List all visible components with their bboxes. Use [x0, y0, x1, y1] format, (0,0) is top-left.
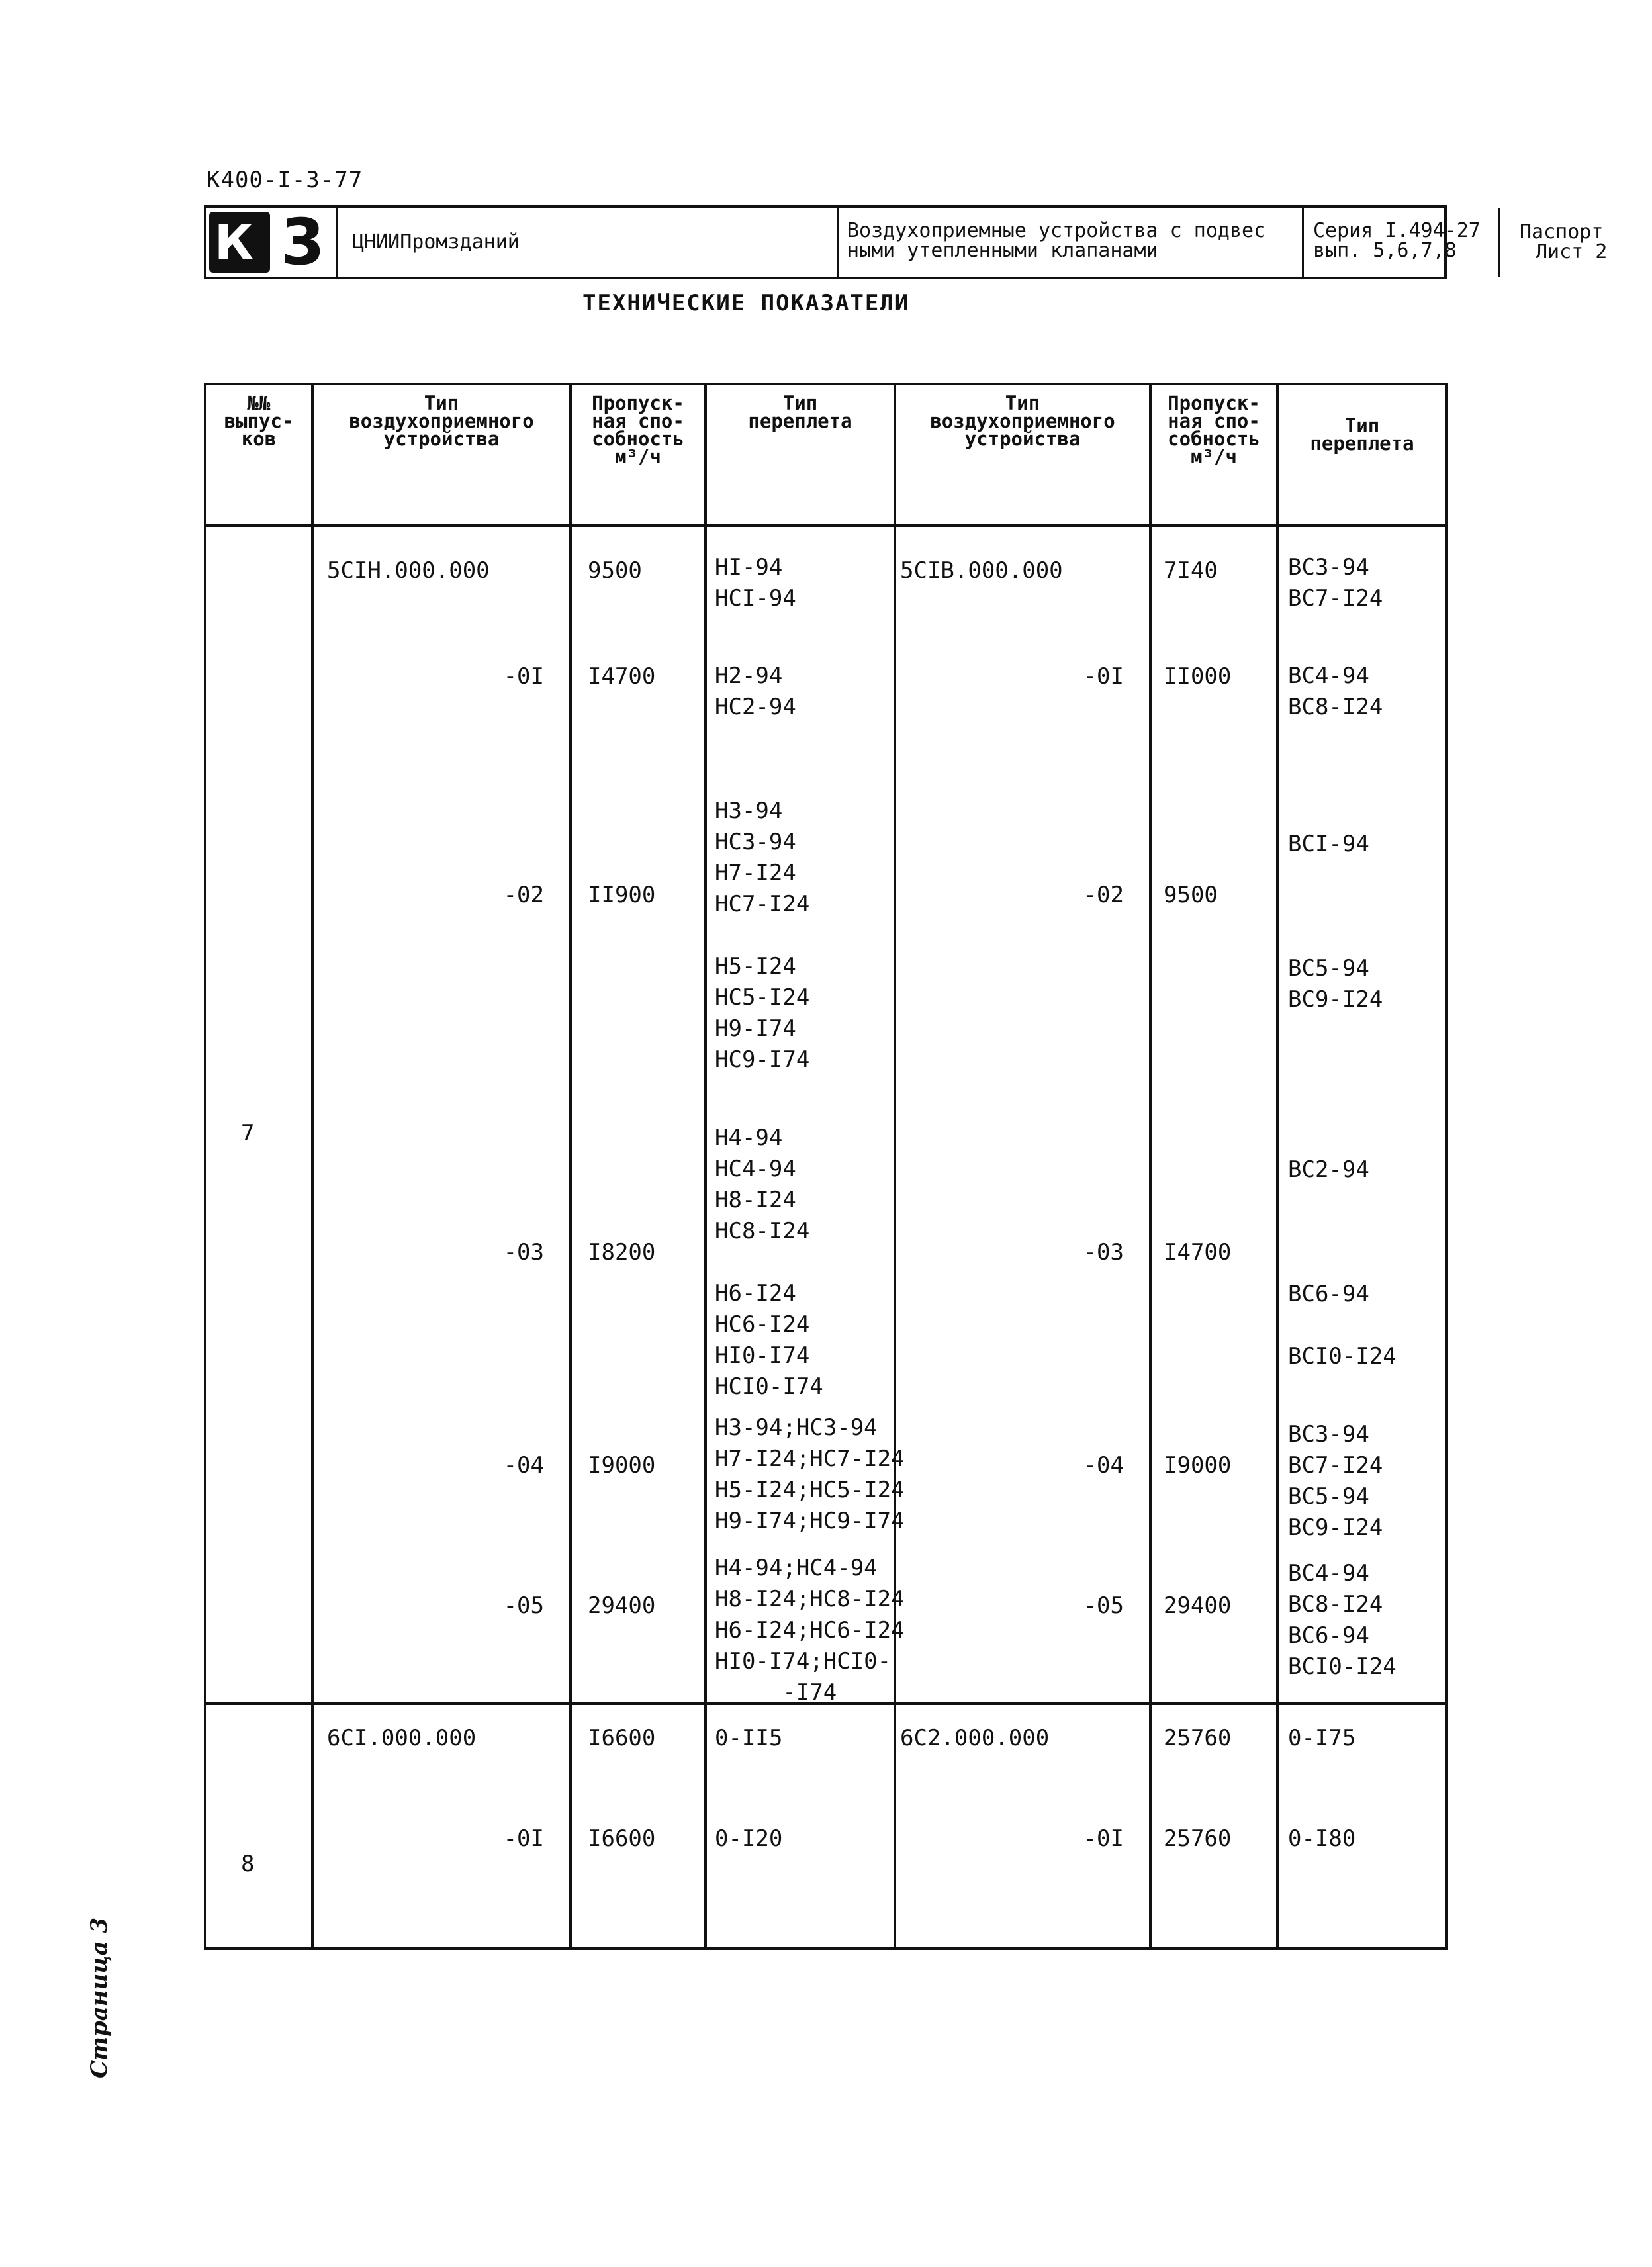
frame-type-cell-2: BC4-94 BC8-I24 BC6-94 BCI0-I24: [1288, 1560, 1397, 1680]
device-type-cell: -03: [503, 1239, 544, 1266]
frame-type-cell-2: BCI-94 BC5-94 BC9-I24: [1288, 831, 1383, 1013]
passport-line-2: Лист 2: [1536, 240, 1608, 263]
capacity-cell-2: 7I40: [1164, 557, 1218, 584]
device-type-cell: -04: [503, 1452, 544, 1479]
header-capacity: Пропуск- ная спо- собность м³/ч: [592, 392, 684, 468]
frame-type-cell-2: BC2-94 BC6-94 BCI0-I24: [1288, 1156, 1397, 1369]
passport-line-1: Паспорт: [1520, 220, 1604, 244]
frame-type-cell: 0-II5: [715, 1725, 783, 1751]
col-line: [1446, 383, 1448, 1950]
col-line: [704, 383, 707, 1950]
header-device-type: Тип воздухоприемного устройства: [349, 392, 534, 450]
description-line-2: ными утепленными клапанами: [847, 239, 1158, 262]
col-line: [1149, 383, 1152, 1950]
col-line: [204, 383, 206, 1950]
capacity-cell: I4700: [588, 663, 656, 690]
capacity-cell: 9500: [588, 557, 642, 584]
frame-type-cell: H4-94;HC4-94 H8-I24;HC8-I24 H6-I24;HC6-I24 HI0-I74;HCI0- -I74: [715, 1555, 905, 1706]
col-line: [311, 383, 314, 1950]
capacity-cell-2: 25760: [1164, 1725, 1232, 1751]
logo-mark: К: [209, 212, 270, 273]
capacity-cell-2: II000: [1164, 663, 1232, 690]
table-border-bottom: [204, 1947, 1448, 1950]
device-type-cell-2: -03: [1083, 1239, 1124, 1266]
capacity-cell: 29400: [588, 1593, 656, 1619]
device-type-cell-2: -05: [1083, 1593, 1124, 1619]
frame-type-cell-2: BC4-94 BC8-I24: [1288, 663, 1383, 720]
title-block: [204, 205, 1608, 279]
capacity-cell-2: I4700: [1164, 1239, 1232, 1266]
capacity-cell-2: 29400: [1164, 1593, 1232, 1619]
frame-type-cell-2: BC3-94 BC7-I24: [1288, 554, 1383, 612]
col-line: [894, 383, 896, 1950]
description-line-1: Воздухоприемные устройства с подвес: [847, 219, 1266, 242]
header-frame-type-2: Тип переплета: [1310, 414, 1414, 455]
header-device-type-2: Тип воздухоприемного устройства: [930, 392, 1115, 450]
capacity-cell-2: I9000: [1164, 1452, 1232, 1479]
device-type-cell: -0I: [503, 663, 544, 690]
document-code: К400-I-3-77: [206, 167, 363, 193]
device-type-cell-2: -02: [1083, 882, 1124, 908]
frame-type-cell: H3-94;HC3-94 H7-I24;HC7-I24 H5-I24;HC5-I24 H9-I74;HC9-I74: [715, 1414, 905, 1534]
frame-type-cell: HI-94 HCI-94: [715, 554, 796, 612]
header-frame-type: Тип переплета: [748, 392, 852, 432]
device-type-cell-2: -04: [1083, 1452, 1124, 1479]
frame-type-cell-2: 0-I75: [1288, 1725, 1356, 1751]
col-line: [1276, 383, 1279, 1950]
frame-type-cell: H3-94 HC3-94 H7-I24 HC7-I24 H5-I24 HC5-I24 H9-I74 HC9-I74: [715, 798, 810, 1073]
logo: [206, 205, 338, 279]
device-type-cell-2: -0I: [1083, 663, 1124, 690]
logo-digit: 3: [281, 205, 325, 279]
page-label: Страница 3: [86, 1917, 113, 2078]
frame-type-cell: H2-94 HC2-94: [715, 663, 796, 720]
capacity-cell-2: 25760: [1164, 1826, 1232, 1852]
issue-number-8: 8: [241, 1851, 255, 1877]
device-type-cell: 5CIH.000.000: [327, 557, 490, 584]
device-type-cell: -02: [503, 882, 544, 908]
table-border-top: [204, 383, 1448, 385]
issue-number-7: 7: [241, 1120, 255, 1146]
frame-type-cell-2: 0-I80: [1288, 1826, 1356, 1852]
passport: [1500, 208, 1652, 277]
frame-type-cell: H4-94 HC4-94 H8-I24 HC8-I24 H6-I24 HC6-I24 HI0-I74 HCI0-I74: [715, 1125, 823, 1400]
series-line-2: вып. 5,6,7,8: [1313, 239, 1457, 262]
frame-type-cell: 0-I20: [715, 1826, 783, 1852]
capacity-cell: I6600: [588, 1826, 656, 1852]
capacity-cell: I6600: [588, 1725, 656, 1751]
technical-table: [204, 383, 1448, 1950]
series: [1304, 208, 1500, 277]
header-capacity-2: Пропуск- ная спо- собность м³/ч: [1168, 392, 1260, 468]
series-line-1: Серия I.494-27: [1313, 219, 1481, 242]
device-type-cell: -05: [503, 1593, 544, 1619]
header-separator: [204, 524, 1448, 527]
col-line: [569, 383, 572, 1950]
device-type-cell-2: 5CIB.000.000: [900, 557, 1063, 584]
capacity-cell: I9000: [588, 1452, 656, 1479]
device-type-cell-2: -0I: [1083, 1826, 1124, 1852]
organization: ЦНИИПромзданий: [338, 208, 839, 277]
device-type-cell: 6CI.000.000: [327, 1725, 477, 1751]
capacity-cell-2: 9500: [1164, 882, 1218, 908]
section-heading: ТЕХНИЧЕСКИЕ ПОКАЗАТЕЛИ: [582, 290, 910, 316]
device-type-cell-2: 6C2.000.000: [900, 1725, 1050, 1751]
device-type-cell: -0I: [503, 1826, 544, 1852]
capacity-cell: I8200: [588, 1239, 656, 1266]
header-issue: №№ выпус- ков: [224, 392, 294, 450]
frame-type-cell-2: BC3-94 BC7-I24 BC5-94 BC9-I24: [1288, 1421, 1383, 1541]
capacity-cell: II900: [588, 882, 656, 908]
description: [839, 208, 1304, 277]
